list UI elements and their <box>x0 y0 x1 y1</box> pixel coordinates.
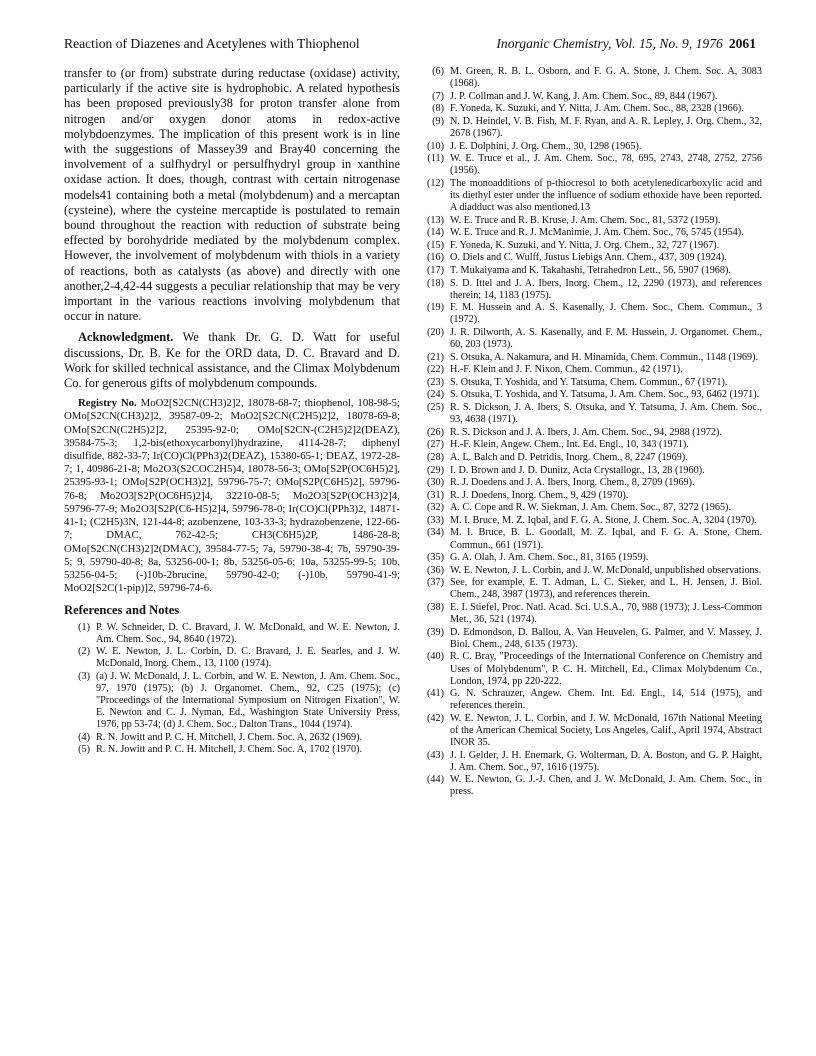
reference-number: (32) <box>427 502 444 514</box>
reference-text: (a) J. W. McDonald, J. L. Corbin, and W. E. Newton, J. Am. Chem. Soc., 97, 1970 (1975); (b) J. Organomet. Chem., 92, C25 (1975); (c) "Proceedings of the International Symposium on Nitrogen Fixation", W. E. Newton and C. J. Nyman, Ed., Washington State University Press, 1976, pp 53-74; (d) J. Chem. Soc., Dalton Trans., 1044 (1974). <box>96 670 400 731</box>
reference-item <box>418 240 762 252</box>
acknowledgment <box>64 330 400 391</box>
reference-number: (38) <box>427 602 444 614</box>
reference-item <box>418 515 762 527</box>
reference-number: (7) <box>432 90 444 102</box>
reference-text: A. L. Balch and D. Petridis, Inorg. Chem., 8, 2247 (1969). <box>450 451 688 463</box>
reference-text: W. E. Truce and R. B. Kruse, J. Am. Chem. Soc., 81, 5372 (1959). <box>450 214 721 226</box>
reference-item <box>418 490 762 502</box>
reference-text: R. C. Bray, "Proceedings of the International Conference on Chemistry and Uses of Molybdenum", P. C. H. Mitchell, Ed., Climax Molybdenum Co., London, 1974, pp 220-222. <box>450 651 762 687</box>
reference-text: S. Otsuka, T. Yoshida, and Y. Tatsuma, Chem. Commun., 67 (1971). <box>450 376 728 388</box>
reference-number: (28) <box>427 451 444 463</box>
reference-text: M. I. Bruce, B. L. Goodall, M. Z. Iqbal, and F. G. A. Stone, Chem. Commun., 661 (1971). <box>450 527 762 551</box>
reference-number: (31) <box>427 489 444 501</box>
reference-number: (9) <box>432 115 444 127</box>
reference-text: P. W. Schneider, D. C. Bravard, J. W. McDonald, and W. E. Newton, J. Am. Chem. Soc., 94, 8640 (1972). <box>96 621 400 645</box>
reference-item <box>418 91 762 103</box>
reference-number: (2) <box>78 646 90 658</box>
reference-item <box>418 141 762 153</box>
reference-item <box>418 565 762 577</box>
reference-item <box>418 602 762 626</box>
reference-number: (5) <box>78 744 90 756</box>
page-number: 2061 <box>728 36 756 51</box>
reference-text: J. R. Dilworth, A. S. Kasenally, and F. M. Hussein, J. Organomet. Chem., 60, 203 (1973). <box>450 326 762 351</box>
reference-number: (30) <box>427 477 444 489</box>
reference-text: R. S. Dickson, J. A. Ibers, S. Otsuka, and Y. Tatsuma, J. Am. Chem. Soc., 93, 4638 (1971). <box>450 402 762 426</box>
reference-number: (11) <box>427 153 444 165</box>
reference-item <box>418 252 762 264</box>
reference-text: R. J. Doedens, Inorg. Chem., 9, 429 (1970). <box>450 489 629 501</box>
reference-text: O. Diels and C. Wulff, Justus Liebigs Ann. Chem., 437, 309 (1924). <box>450 252 727 264</box>
left-column <box>64 66 400 757</box>
reference-text: J. I. Gelder, J. H. Enemark, G. Wolterman, D. A. Boston, and G. P. Haight, J. Am. Chem. Soc., 97, 1616 (1975). <box>450 749 762 773</box>
reference-item <box>418 302 762 326</box>
reference-text: S. Otsuka, T. Yoshida, and Y. Tatsuma, J. Am. Chem. Soc., 93, 6462 (1971). <box>450 389 760 401</box>
reference-text: The monoadditions of p-thiocresol to both acetylenedicarboxylic acid and its diethyl ester under the influence of sodium ethoxide have been reported. A diadduct was also mentioned.13 <box>450 177 762 214</box>
reference-number: (42) <box>427 712 444 724</box>
reference-item <box>64 744 400 756</box>
reference-item <box>418 278 762 302</box>
reference-number: (41) <box>427 688 444 700</box>
reference-text: R. S. Dickson and J. A. Ibers, J. Am. Chem. Soc., 94, 2988 (1972). <box>450 426 722 438</box>
reference-item <box>418 66 762 90</box>
reference-number: (24) <box>427 389 444 401</box>
right-column <box>418 66 762 799</box>
reference-item <box>418 215 762 227</box>
reference-item <box>418 153 762 177</box>
reference-item <box>418 402 762 426</box>
reference-item <box>64 622 400 646</box>
reference-number: (44) <box>427 774 444 786</box>
reference-text: D. Edmondson, D. Ballou, A. Van Heuvelen, G. Palmer, and V. Massey, J. Biol. Chem., 248, 6135 (1973). <box>450 626 762 650</box>
reference-text: S. Otsuka, A. Nakamura, and H. Minamida, Chem. Commun., 1148 (1969). <box>450 351 759 363</box>
reference-number: (22) <box>427 364 444 376</box>
reference-text: M. Green, R. B. L. Osborn, and F. G. A. Stone, J. Chem. Soc. A, 3083 (1968). <box>450 66 762 90</box>
registry-numbers <box>64 397 400 595</box>
reference-text: M. I. Bruce, M. Z. Iqbal, and F. G. A. Stone, J. Chem. Soc. A, 3204 (1970). <box>450 514 757 526</box>
reference-number: (21) <box>427 351 444 363</box>
reference-item <box>418 352 762 364</box>
reference-item <box>418 465 762 477</box>
reference-text: H.-F. Klein, Angew. Chem., Int. Ed. Engl., 10, 343 (1971). <box>450 439 689 451</box>
reference-item <box>418 452 762 464</box>
reference-text: S. D. Ittel and J. A. Ibers, Inorg. Chem., 12, 2290 (1973), and references therein; 14, 1183 (1975). <box>450 277 762 301</box>
reference-text: H.-F. Klein and J. F. Nixon, Chem. Commun., 42 (1971). <box>450 364 683 376</box>
reference-number: (10) <box>427 140 444 152</box>
reference-text: F. Yoneda, K. Suzuki, and Y. Nitta, J. Org. Chem., 32, 727 (1967). <box>450 239 720 251</box>
reference-number: (20) <box>427 326 444 338</box>
reference-number: (14) <box>427 227 444 239</box>
reference-number: (3) <box>78 670 90 682</box>
reference-item <box>418 577 762 601</box>
reference-number: (40) <box>427 651 444 663</box>
reference-item <box>418 502 762 514</box>
reference-number: (18) <box>427 277 444 289</box>
reference-number: (1) <box>78 621 90 633</box>
reference-number: (26) <box>427 426 444 438</box>
reference-text: W. E. Truce and R. J. McManimie, J. Am. Chem. Soc., 76, 5745 (1954). <box>450 227 744 239</box>
registry-label: Registry No. <box>78 397 137 410</box>
reference-number: (8) <box>432 103 444 115</box>
reference-number: (37) <box>427 577 444 589</box>
reference-text: See, for example, E. T. Adman, L. C. Sieker, and L. H. Jensen, J. Biol. Chem., 248, 3987 (1973), and references therein. <box>450 577 762 601</box>
reference-item <box>418 439 762 451</box>
reference-text: W. E. Truce et al., J. Am. Chem. Soc., 78, 695, 2743, 2748, 2752, 2756 (1956). <box>450 153 762 177</box>
reference-number: (43) <box>427 749 444 761</box>
reference-number: (39) <box>427 626 444 638</box>
reference-number: (25) <box>427 402 444 414</box>
reference-text: G. A. Olah, J. Am. Chem. Soc., 81, 3165 (1959). <box>450 552 649 564</box>
reference-item <box>418 688 762 712</box>
reference-text: J. E. Dolphini, J. Org. Chem., 30, 1298 (1965). <box>450 140 642 152</box>
journal-citation <box>496 36 756 52</box>
reference-number: (15) <box>427 239 444 251</box>
reference-item <box>418 116 762 140</box>
reference-text: E. I. Stiefel, Proc. Natl. Acad. Sci. U.S.A., 70, 988 (1973); J. Less-Common Met., 36, 521 (1974). <box>450 602 762 626</box>
reference-number: (27) <box>427 439 444 451</box>
reference-number: (35) <box>427 552 444 564</box>
reference-number: (12) <box>427 177 444 189</box>
reference-item <box>418 377 762 389</box>
references-list-right <box>418 66 762 799</box>
reference-text: W. E. Newton, G. J.-J. Chen, and J. W. McDonald, J. Am. Chem. Soc., in press. <box>450 774 762 798</box>
reference-item <box>418 552 762 564</box>
running-title: Reaction of Diazenes and Acetylenes with Thiophenol <box>64 36 360 51</box>
reference-text: W. E. Newton, J. L. Corbin, D. C. Bravard, J. E. Searles, and J. W. McDonald, Inorg. Chem., 13, 1100 (1974). <box>96 646 400 670</box>
references-title: References and Notes <box>64 603 180 618</box>
reference-number: (6) <box>432 66 444 77</box>
reference-number: (29) <box>427 464 444 476</box>
registry-text: MoO2[S2CN(CH3)2]2, 18078-68-7; thiophenol, 108-98-5; OMo[S2CN(CH3)2]2, 39587-09-2; MoO2[S2CN(C2H5)2]2, 18078-69-8; OMo[S2CN(C2H5)2]2, 25395-92-0; OMo[S2CN-(C2H5)2]2(DEAZ), 39584-75-3; 1,2-bis(ethoxycarbonyl)hydrazine, 4114-28-7; diphenyl disulfide, 882-33-7; Ir(CO)Cl(PPh3)2(DEAZ), 15380-65-1; DEAZ, 1972-28-7; 1, 40986-21-8; Mo2O3(S2COC2H5)4, 18078-56-3; OMo[S2P(OC6H5)2], 25395-93-1; OMo[S2P(OCH3)2], 59796-75-7; OMo[S2P(C6H5)2], 59796-76-8; Mo2O3[S2P(OC6H5)2]4, 32210-08-5; Mo2O3[S2P(OCH3)2]4, 59796-77-9; Mo2O3[S2P(C6-H5)2]4, 59796-78-0; Ir(CO)Cl(PPh3)2, 14871-41-1; (C2H5)3N, 121-44-8; azobenzene, 103-33-3; hydrazobenzene, 122-66-7; DMAC, 762-42-5; CH3(C6H5)2P, 1486-28-8; OMo[S2CN(CH3)2]2(DMAC), 39584-77-5; 7a, 59790-38-4; 7b, 59790-39-5; 9, 59790-40-8; 8a, 53256-00-1; 8b, 53256-05-6; 10a, 53255-99-5; 10b, 53256-04-5; (-)10b-2brucine, 59790-42-0; (-)10b, 59790-41-9; MoO2[S2C(1-pip)]2, 59796-74-6. <box>64 397 400 595</box>
reference-number: (34) <box>427 527 444 539</box>
reference-item <box>64 671 400 731</box>
reference-item <box>418 750 762 774</box>
reference-item <box>418 627 762 651</box>
reference-text: I. D. Brown and J. D. Dunitz, Acta Crystallogr., 13, 28 (1960). <box>450 464 705 476</box>
reference-number: (13) <box>427 214 444 226</box>
body-paragraph: transfer to (or from) substrate during reductase (oxidase) activity, particularly if the active site is hydrophobic. A related hypothesis has been proposed previously38 for proton transfer alone from nitrogen and/or oxygen donor atoms in redox-active molybdoenzymes. The implication of this present work is in line with the suggestions of Massey39 and Bray40 concerning the involvement of a sulfhydryl or persulfhydryl group in xanthine oxidase action. It does, though, contrast with certain nitrogenase models41 containing both a metal (molybdenum) and a mercaptan (cysteine), where the cysteine mercaptide is postulated to remain bound throughout the reaction with reduction of substrate being effected by borohydride mediated by the molybdenum complex. However, the involvement of molybdenum with thiols in a variety of reactions, both as catalysts (as above) and directly with one another,2-4,42-44 suggests a peculiar relationship that may be very important in the various reactions involving molybdenum that occur in nature. <box>64 66 400 324</box>
reference-text: F. M. Hussein and A. S. Kasenally, J. Chem. Soc., Chem. Commun., 3 (1972). <box>450 302 762 326</box>
reference-text: T. Mukaiyama and K. Takahashi, Tetrahedron Lett., 56, 5907 (1968). <box>450 265 731 276</box>
reference-text: R. N. Jowitt and P. C. H. Mitchell, J. Chem. Soc. A, 1702 (1970). <box>96 744 363 756</box>
page-header <box>64 36 756 56</box>
reference-number: (16) <box>427 252 444 264</box>
reference-text: G. N. Schrauzer, Angew. Chem. Int. Ed. Engl., 14, 514 (1975), and references therein. <box>450 688 762 712</box>
reference-item <box>418 389 762 401</box>
reference-number: (36) <box>427 564 444 576</box>
reference-item <box>418 713 762 749</box>
reference-text: W. E. Newton, J. L. Corbin, and J. W. McDonald, unpublished observations. <box>450 564 762 576</box>
references-list-left <box>64 622 400 757</box>
reference-item <box>418 265 762 277</box>
reference-item <box>418 774 762 798</box>
reference-text: W. E. Newton, J. L. Corbin, and J. W. McDonald, 167th National Meeting of the American Chemical Society, Los Angeles, Calif., April 1974, Abstract INOR 35. <box>450 712 762 749</box>
reference-text: J. P. Collman and J. W. Kang, J. Am. Chem. Soc., 89, 844 (1967). <box>450 90 718 102</box>
reference-item <box>418 427 762 439</box>
reference-item <box>64 646 400 670</box>
reference-item <box>418 227 762 239</box>
reference-number: (19) <box>427 302 444 314</box>
acknowledgment-text: We thank Dr. G. D. Watt for useful discussions, Dr. B. Ke for the ORD data, D. C. Bravard and D. Work for skilled technical assistance, and the Climax Molybdenum Co. for generous gifts of molybdenum compounds. <box>64 330 400 391</box>
reference-number: (4) <box>78 731 90 743</box>
reference-item <box>418 527 762 551</box>
reference-number: (23) <box>427 376 444 388</box>
reference-item <box>418 477 762 489</box>
reference-item <box>418 364 762 376</box>
reference-item <box>418 178 762 214</box>
reference-text: F. Yoneda, K. Suzuki, and Y. Nitta, J. Am. Chem. Soc., 88, 2328 (1966). <box>450 103 744 115</box>
reference-text: A. C. Cope and R. W. Siekman, J. Am. Chem. Soc., 87, 3272 (1965). <box>450 502 731 514</box>
reference-text: R. N. Jowitt and P. C. H. Mitchell, J. Chem. Soc. A, 2632 (1969). <box>96 731 363 743</box>
reference-item <box>418 651 762 687</box>
reference-number: (33) <box>427 514 444 526</box>
acknowledgment-label: Acknowledgment. <box>78 330 174 345</box>
reference-number: (17) <box>427 265 444 276</box>
reference-text: R. J. Doedens and J. A. Ibers, Inorg. Chem., 8, 2709 (1969). <box>450 477 695 489</box>
reference-item <box>64 732 400 744</box>
reference-text: N. D. Heindel, V. B. Fish, M. F. Ryan, and A. R. Lepley, J. Org. Chem., 32, 2678 (1967). <box>450 115 762 139</box>
reference-item <box>418 103 762 115</box>
reference-item <box>418 327 762 351</box>
journal-name: Inorganic Chemistry, Vol. 15, No. 9, 1976 <box>496 36 723 51</box>
